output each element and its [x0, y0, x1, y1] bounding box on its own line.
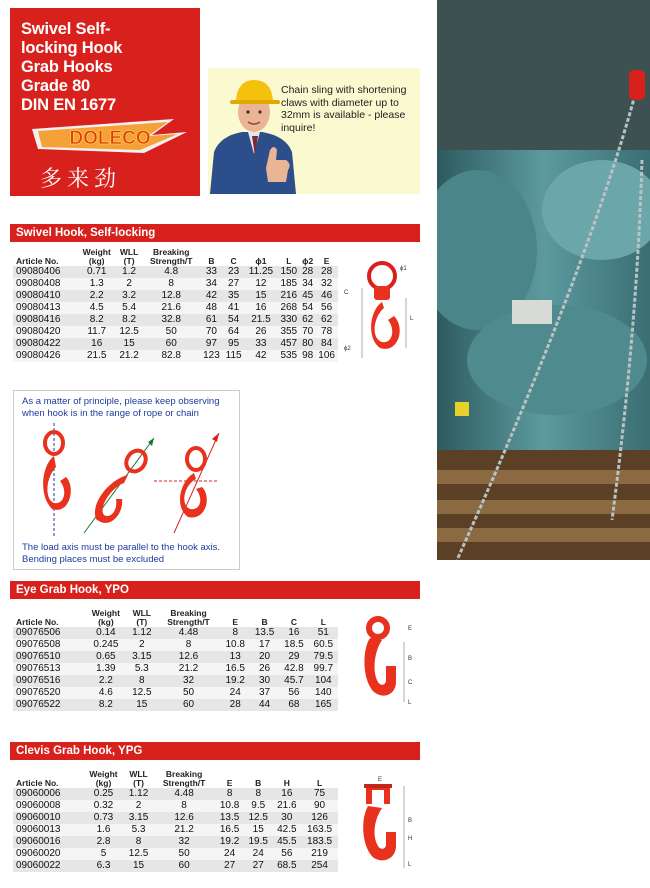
table-cell: 21.2: [178, 663, 199, 674]
column-header: Breaking Strength/T: [162, 769, 206, 788]
table-cell: 16.5: [219, 824, 240, 835]
table-row: [13, 675, 338, 687]
table-cell: 0.245: [93, 639, 119, 650]
table-cell: 13: [229, 651, 241, 662]
table-cell: 09080406: [16, 266, 61, 277]
table-cell: 26: [255, 326, 267, 337]
table-cell: 268: [280, 302, 298, 313]
column-header: Breaking Strength/T: [149, 247, 193, 266]
eye-dim-l: L: [408, 700, 412, 706]
chinese-brand-name: 多来劲: [40, 167, 122, 192]
swivel-hook-diagram: [340, 258, 425, 368]
column-header: E: [226, 778, 233, 788]
table-cell: 42.8: [284, 663, 304, 674]
column-header: E: [323, 256, 330, 266]
page-title: Swivel Self- locking Hook Grab Hooks Grade 80 DIN EN 1677: [21, 20, 123, 114]
table-cell: 26: [259, 663, 271, 674]
clevis-grab-hook-header: Clevis Grab Hook, YPG: [10, 742, 420, 760]
table-row: [13, 860, 338, 872]
table-cell: 0.73: [93, 812, 114, 823]
eye-grab-hook-header: Eye Grab Hook, YPO: [10, 581, 420, 599]
table-cell: 62: [321, 314, 333, 325]
table-row: [13, 687, 338, 699]
table-cell: 09080426: [16, 350, 61, 361]
worker-note: [208, 68, 420, 194]
table-cell: 24: [224, 848, 236, 859]
column-header: B: [208, 256, 215, 266]
column-header: Article No.: [16, 256, 59, 266]
table-cell: 4.48: [174, 788, 194, 799]
table-cell: 34: [302, 278, 314, 289]
usage-advice-bottom: The load axis must be parallel to the hook axis. Bending places must be excluded: [22, 542, 221, 565]
table-cell: 21.6: [277, 800, 297, 811]
table-cell: 09080416: [16, 314, 61, 325]
table-cell: 84: [321, 338, 333, 349]
table-cell: 5: [100, 848, 107, 859]
table-cell: 09060016: [16, 836, 61, 847]
table-cell: 09080408: [16, 278, 61, 289]
table-cell: 33: [205, 266, 217, 277]
table-cell: 104: [314, 675, 332, 686]
title-block: [10, 8, 200, 196]
swivel-dim-c: C: [344, 290, 349, 296]
table-cell: 61: [205, 314, 217, 325]
table-cell: 21.2: [119, 350, 139, 361]
table-cell: 1.6: [96, 824, 111, 835]
table-cell: 115: [225, 350, 242, 361]
table-cell: 12.6: [178, 651, 199, 662]
table-cell: 60: [178, 860, 190, 871]
table-cell: 8: [232, 627, 238, 638]
table-cell: 216: [280, 290, 298, 301]
table-cell: 12.5: [248, 812, 268, 823]
table-row: [13, 800, 338, 812]
table-cell: 535: [280, 350, 298, 361]
table-cell: 0.65: [96, 651, 116, 662]
table-cell: 95: [228, 338, 240, 349]
table-cell: 09076522: [16, 699, 61, 710]
swivel-dim-phi2: ϕ2: [344, 346, 351, 352]
table-cell: 15: [255, 290, 267, 301]
table-cell: 09076506: [16, 627, 61, 638]
table-cell: 8: [185, 639, 192, 650]
table-cell: 56: [281, 848, 293, 859]
table-cell: 32: [182, 675, 195, 686]
table-cell: 330: [280, 314, 298, 325]
table-cell: 19.2: [219, 836, 240, 847]
table-cell: 5.3: [134, 663, 149, 674]
table-cell: 15: [252, 824, 264, 835]
table-row: [13, 266, 338, 278]
table-row: [13, 302, 338, 314]
column-header: E: [232, 617, 239, 627]
swivel-hook-header: Swivel Hook, Self-locking: [10, 224, 420, 242]
table-cell: 12.5: [128, 848, 149, 859]
table-row: [13, 651, 338, 663]
eye-grab-hook-table: [13, 601, 338, 711]
table-cell: 45.7: [284, 675, 304, 686]
eye-grab-hook-diagram: [352, 612, 417, 712]
swivel-dim-phi1: ϕ1: [400, 266, 407, 272]
table-cell: 56: [321, 302, 333, 313]
column-header: Weight (kg): [82, 247, 111, 266]
eye-dim-b: B: [408, 656, 413, 662]
table-cell: 15: [136, 699, 148, 710]
table-cell: 09060006: [16, 788, 61, 799]
table-cell: 29: [288, 651, 300, 662]
table-row: [13, 699, 338, 711]
table-cell: 09076513: [16, 663, 61, 674]
table-cell: 18.5: [284, 639, 304, 650]
table-cell: 75: [314, 788, 326, 799]
table-cell: 27: [252, 860, 264, 871]
table-cell: 8: [226, 788, 233, 799]
table-cell: 54: [302, 302, 314, 313]
table-cell: 54: [228, 314, 240, 325]
table-cell: 21.6: [161, 302, 181, 313]
table-cell: 185: [280, 278, 298, 289]
table-cell: 4.8: [164, 266, 179, 277]
table-cell: 60: [182, 699, 195, 710]
column-header: B: [261, 617, 268, 627]
table-cell: 165: [314, 699, 332, 710]
doleco-logo-text: DOLECO: [69, 128, 151, 149]
table-cell: 2.2: [89, 290, 104, 301]
table-cell: 34: [205, 278, 217, 289]
table-cell: 24: [229, 687, 241, 698]
table-cell: 1.12: [132, 627, 152, 638]
table-cell: 50: [165, 326, 177, 337]
column-header: Weight (kg): [91, 608, 120, 627]
table-cell: 28: [302, 266, 314, 277]
table-cell: 4.5: [89, 302, 104, 313]
table-row: [13, 314, 338, 326]
table-cell: 457: [280, 338, 298, 349]
column-header: Breaking Strength/T: [167, 608, 210, 627]
table-cell: 10.8: [219, 800, 240, 811]
table-cell: 123: [203, 350, 220, 361]
table-cell: 78: [321, 326, 333, 337]
table-cell: 9.5: [251, 800, 266, 811]
table-cell: 126: [311, 812, 328, 823]
table-cell: 183.5: [307, 836, 333, 847]
table-cell: 16: [255, 302, 267, 313]
table-cell: 16: [281, 788, 293, 799]
column-header: C: [230, 256, 237, 266]
table-cell: 28: [321, 266, 333, 277]
table-cell: 16.5: [225, 663, 245, 674]
table-cell: 64: [228, 326, 240, 337]
hook-load-axis-diagram: [24, 423, 229, 538]
table-cell: 32: [178, 836, 190, 847]
column-header: L: [286, 256, 292, 266]
table-cell: 09076510: [16, 651, 61, 662]
table-cell: 41: [228, 302, 240, 313]
table-cell: 19.2: [225, 675, 245, 686]
table-cell: 27: [228, 278, 240, 289]
table-row: [13, 338, 338, 350]
table-cell: 12.8: [161, 290, 181, 301]
column-header: B: [255, 778, 262, 788]
shortening-claw-note: Chain sling with shortening claws with diameter up to 32mm is available - please inquire!: [281, 84, 407, 134]
table-cell: 0.25: [93, 788, 114, 799]
table-cell: 1.12: [128, 788, 149, 799]
table-cell: 8: [135, 836, 142, 847]
table-cell: 5.3: [131, 824, 146, 835]
table-cell: 68.5: [277, 860, 297, 871]
table-cell: 51: [317, 627, 329, 638]
table-cell: 4.6: [98, 687, 113, 698]
table-row: [13, 812, 338, 824]
table-cell: 3.15: [132, 651, 152, 662]
table-cell: 13.5: [219, 812, 240, 823]
table-cell: 24: [252, 848, 264, 859]
table-cell: 1.2: [122, 266, 137, 277]
table-cell: 21.5: [251, 314, 271, 325]
clevis-grab-hook-diagram: [352, 776, 417, 876]
table-cell: 5.4: [122, 302, 137, 313]
column-header: Weight (kg): [89, 769, 118, 788]
table-cell: 27: [224, 860, 236, 871]
table-cell: 15: [132, 860, 145, 871]
eye-dim-e: E: [408, 626, 413, 632]
table-row: [13, 824, 338, 836]
table-cell: 32.8: [161, 314, 181, 325]
table-cell: 12.5: [132, 687, 152, 698]
table-cell: 3.2: [122, 290, 137, 301]
column-header: Article No.: [16, 617, 59, 627]
table-cell: 09060022: [16, 860, 61, 871]
table-cell: 44: [259, 699, 271, 710]
table-cell: 8: [139, 675, 145, 686]
table-cell: 09076516: [16, 675, 61, 686]
table-row: [13, 639, 338, 651]
table-cell: 21.2: [174, 824, 194, 835]
table-cell: 50: [182, 687, 195, 698]
clevis-grab-hook-table: [13, 762, 338, 872]
doleco-logo: [32, 115, 187, 157]
table-cell: 150: [280, 266, 298, 277]
table-cell: 8.2: [122, 314, 137, 325]
usage-advice-top: As a matter of principle, please keep observing when hook is in the range of rope or chain: [22, 396, 220, 419]
table-cell: 97: [205, 338, 217, 349]
table-row: [13, 836, 338, 848]
table-cell: 09080410: [16, 290, 61, 301]
table-cell: 37: [259, 687, 271, 698]
table-cell: 4.48: [178, 627, 199, 638]
table-cell: 1.3: [89, 278, 104, 289]
table-cell: 99.7: [313, 663, 334, 674]
table-cell: 23: [228, 266, 240, 277]
table-cell: 12: [255, 278, 267, 289]
table-cell: 09080420: [16, 326, 61, 337]
table-cell: 3.15: [128, 812, 149, 823]
table-cell: 17: [259, 639, 271, 650]
table-cell: 56: [288, 687, 300, 698]
column-header: WLL (T): [129, 769, 148, 788]
table-cell: 50: [178, 848, 190, 859]
table-cell: 2.8: [96, 836, 111, 847]
table-cell: 16: [288, 627, 300, 638]
column-header: Article No.: [16, 778, 59, 788]
table-cell: 140: [314, 687, 332, 698]
table-cell: 09080413: [16, 302, 61, 313]
table-cell: 09076508: [16, 639, 61, 650]
usage-advice-box: [13, 390, 240, 570]
chain-coil-photo: [437, 0, 650, 560]
table-cell: 48: [205, 302, 217, 313]
table-cell: 90: [314, 800, 326, 811]
table-row: [13, 627, 338, 639]
table-cell: 30: [281, 812, 293, 823]
table-cell: 10.8: [225, 639, 245, 650]
table-cell: 8: [255, 788, 261, 799]
table-cell: 2: [139, 639, 145, 650]
table-cell: 79.5: [313, 651, 334, 662]
table-cell: 42.5: [277, 824, 297, 835]
table-cell: 8: [168, 278, 174, 289]
table-cell: 106: [318, 350, 335, 361]
table-cell: 11.7: [87, 326, 107, 337]
table-cell: 98: [302, 350, 314, 361]
table-cell: 6.3: [96, 860, 111, 871]
table-cell: 163.5: [307, 824, 333, 835]
clevis-dim-h: H: [408, 836, 413, 842]
eye-dim-c: C: [408, 680, 413, 686]
table-cell: 0.71: [86, 266, 107, 277]
column-header: C: [290, 617, 297, 627]
table-cell: 1.39: [96, 663, 116, 674]
table-row: [13, 663, 338, 675]
table-cell: 32: [321, 278, 333, 289]
table-row: [13, 278, 338, 290]
table-cell: 60.5: [313, 639, 334, 650]
column-header: H: [283, 778, 290, 788]
table-cell: 09060010: [16, 812, 61, 823]
table-cell: 33: [255, 338, 267, 349]
table-cell: 12.5: [119, 326, 139, 337]
table-cell: 09060020: [16, 848, 61, 859]
table-cell: 62: [302, 314, 314, 325]
table-cell: 21.5: [86, 350, 107, 361]
column-header: L: [320, 617, 326, 627]
table-cell: 45: [302, 290, 314, 301]
table-cell: 35: [228, 290, 240, 301]
table-cell: 68: [288, 699, 300, 710]
clevis-dim-l: L: [408, 862, 412, 868]
table-cell: 82.8: [161, 350, 181, 361]
table-row: [13, 326, 338, 338]
table-cell: 09060013: [16, 824, 61, 835]
table-cell: 70: [302, 326, 314, 337]
table-cell: 09076520: [16, 687, 61, 698]
column-header: ϕ1: [255, 256, 267, 266]
table-cell: 09080422: [16, 338, 61, 349]
table-cell: 0.14: [96, 627, 116, 638]
column-header: WLL (T): [119, 247, 139, 266]
table-cell: 355: [280, 326, 298, 337]
table-cell: 13.5: [254, 627, 275, 638]
table-cell: 80: [302, 338, 314, 349]
clevis-dim-b: B: [408, 818, 413, 824]
table-cell: 19.5: [248, 836, 268, 847]
swivel-hook-table: [13, 244, 338, 362]
table-cell: 20: [259, 651, 271, 662]
table-cell: 16: [91, 338, 103, 349]
table-cell: 11.25: [248, 266, 274, 277]
table-cell: 8.2: [89, 314, 104, 325]
table-cell: 254: [311, 860, 328, 871]
table-row: [13, 350, 338, 362]
table-cell: 12.6: [174, 812, 194, 823]
table-cell: 0.32: [93, 800, 114, 811]
table-cell: 42: [205, 290, 217, 301]
table-cell: 2.2: [98, 675, 113, 686]
table-cell: 8.2: [98, 699, 113, 710]
table-cell: 45.5: [277, 836, 297, 847]
table-row: [13, 788, 338, 800]
table-cell: 15: [123, 338, 135, 349]
table-row: [13, 848, 338, 860]
swivel-dim-l: L: [410, 316, 414, 322]
column-header: WLL (T): [132, 608, 151, 627]
table-cell: 60: [165, 338, 177, 349]
column-header: ϕ2: [302, 256, 314, 266]
column-header: L: [316, 778, 323, 788]
table-row: [13, 290, 338, 302]
table-cell: 2: [126, 278, 132, 289]
table-cell: 42: [255, 350, 267, 361]
table-cell: 28: [229, 699, 241, 710]
table-cell: 219: [311, 848, 328, 859]
table-cell: 46: [321, 290, 333, 301]
table-cell: 30: [259, 675, 271, 686]
table-cell: 2: [135, 800, 142, 811]
table-cell: 70: [205, 326, 217, 337]
table-cell: 09060008: [16, 800, 61, 811]
table-cell: 8: [181, 800, 187, 811]
clevis-dim-e: E: [378, 777, 383, 783]
